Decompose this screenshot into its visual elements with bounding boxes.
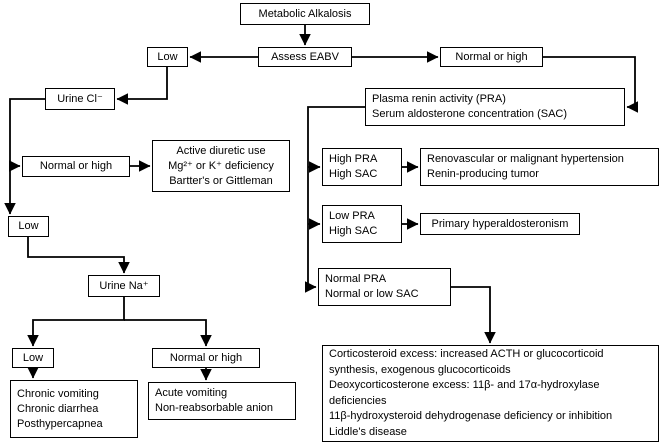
node-line: Bartter's or Gittleman	[169, 174, 273, 187]
node-normal-or-high-eabv	[440, 47, 543, 67]
node-corticosteroid-causes	[322, 345, 659, 442]
node-label: Normal or high	[455, 50, 528, 63]
node-acute-causes	[148, 382, 296, 420]
node-line: Normal or low SAC	[325, 288, 419, 300]
edge-urine-na-to-normal-or-high	[124, 320, 206, 346]
node-label: Low	[157, 50, 178, 63]
edge-pra-sac-rail	[308, 107, 365, 287]
node-line: Non-reabsorbable anion	[155, 402, 274, 414]
node-label: Metabolic Alkalosis	[258, 7, 352, 20]
node-urine-cl-normal-or-high	[22, 156, 130, 177]
node-label: Urine Cl⁻	[57, 92, 103, 105]
node-line: High SAC	[329, 168, 378, 180]
node-line: 11β-hydroxysteroid dehydrogenase deficiency or inhibition	[329, 410, 613, 422]
node-urine-na	[88, 275, 160, 297]
node-label: Normal or high	[39, 160, 113, 172]
node-label: Urine Na⁺	[99, 279, 149, 292]
node-label: Primary hyperaldosteronism	[431, 217, 569, 230]
node-label: Assess EABV	[271, 50, 339, 63]
node-line: Active diuretic use	[176, 144, 266, 157]
edge-low-cl-to-urine-na	[28, 237, 124, 273]
node-line: Low PRA	[329, 210, 375, 222]
node-urine-na-normal-or-high	[152, 348, 260, 368]
node-line: Serum aldosterone concentration (SAC)	[372, 108, 568, 120]
node-line: Chronic vomiting	[17, 387, 99, 400]
node-line: Renin-producing tumor	[427, 168, 539, 180]
edge-urine-na-to-low	[33, 297, 124, 346]
node-line: Chronic diarrhea	[17, 402, 99, 415]
node-low-eabv	[147, 47, 188, 67]
node-high-pra-high-sac	[322, 148, 402, 186]
node-urine-na-low	[12, 348, 54, 368]
node-line: High PRA	[329, 153, 378, 165]
node-line: Mg²⁺ or K⁺ deficiency	[168, 159, 274, 172]
edge-normal-pra-to-corticosteroid	[451, 287, 490, 343]
node-line: Renovascular or malignant hypertension	[427, 153, 624, 165]
node-urine-cl	[45, 88, 115, 110]
node-pra-sac	[365, 88, 625, 126]
node-primary-hyperaldosteronism	[420, 213, 580, 235]
node-label: Normal or high	[169, 351, 243, 364]
node-line: Liddle's disease	[329, 425, 407, 438]
node-label: Low	[22, 351, 44, 364]
node-diuretic-causes	[152, 140, 290, 192]
node-chronic-causes	[10, 380, 138, 438]
node-renovascular-causes	[420, 148, 659, 186]
node-low-pra-high-sac	[322, 205, 402, 243]
node-label: Low	[18, 220, 39, 232]
node-line: Posthypercapnea	[17, 417, 103, 430]
node-line: Acute vomiting	[155, 387, 228, 399]
node-assess-eabv	[258, 47, 352, 67]
node-line: High SAC	[329, 225, 378, 237]
node-normal-pra-low-sac	[318, 268, 451, 306]
node-metabolic-alkalosis	[240, 3, 370, 25]
node-line: Normal PRA	[325, 273, 387, 285]
node-urine-cl-low	[8, 216, 49, 237]
node-line: Deoxycorticosterone excess: 11β- and 17α-hydroxylase deficiencies	[329, 379, 600, 407]
edge-low-to-urine-cl	[117, 67, 167, 99]
node-line: Corticosteroid excess: increased ACTH or glucocorticoid synthesis, exogenous glucocorticoids	[329, 348, 604, 376]
node-line: Plasma renin activity (PRA)	[372, 93, 506, 105]
